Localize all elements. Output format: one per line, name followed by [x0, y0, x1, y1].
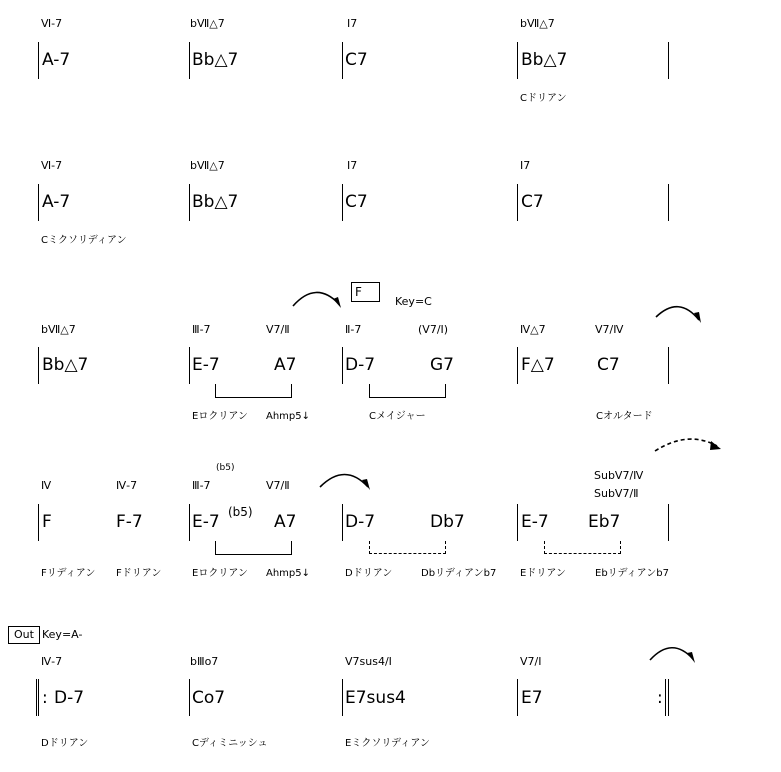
roman-numeral: Ⅴ7/Ⅳ [595, 323, 624, 336]
chord-symbol: E-7 [192, 355, 220, 375]
chord-symbol: Bb△7 [521, 50, 568, 70]
scale-label: Cメイジャー [369, 411, 426, 422]
chord-symbol: Db7 [430, 512, 465, 532]
flat-five-superscript: (b5) [228, 505, 253, 519]
repeat-end-dots: : [657, 688, 663, 708]
roman-numeral: SubⅤ7/Ⅱ [594, 487, 639, 500]
roman-numeral: Ⅰ7 [520, 159, 531, 172]
roman-numeral: Ⅳ-7 [41, 655, 63, 668]
scale-label: Eドリアン [520, 568, 566, 579]
chord-symbol: C7 [345, 50, 368, 70]
roman-numeral: Ⅱ-7 [345, 323, 362, 336]
repeat-start-dots: : [42, 688, 48, 708]
scale-label: Ebリディアンb7 [595, 568, 669, 579]
chord-symbol: F [42, 512, 52, 532]
chord-symbol: C7 [597, 355, 620, 375]
chord-symbol: A-7 [42, 192, 71, 212]
roman-numeral: Ⅴ7/Ⅱ [266, 323, 290, 336]
roman-numeral: Ⅴ7sus4/Ⅰ [345, 655, 392, 668]
roman-numeral: SubⅤ7/Ⅳ [594, 469, 644, 482]
chord-symbol: Bb△7 [192, 50, 239, 70]
roman-numeral: Ⅰ7 [347, 17, 358, 30]
scale-label: Eロクリアン [192, 568, 248, 579]
dashed-curved-arrow-icon [655, 439, 721, 451]
out-box: Out [8, 626, 40, 644]
roman-numeral: bⅦ△7 [41, 323, 76, 336]
roman-numeral: Ⅲ-7 [192, 479, 211, 492]
chord-symbol: D-7 [54, 688, 85, 708]
key-box: F [351, 282, 380, 302]
scale-label: Fリディアン [41, 568, 96, 579]
scale-label: Dドリアン [41, 738, 89, 749]
scale-label: Dドリアン [345, 568, 393, 579]
roman-numeral: (Ⅴ7/Ⅰ) [418, 323, 449, 336]
chord-symbol: C7 [521, 192, 544, 212]
roman-numeral: bⅦ△7 [190, 17, 225, 30]
chord-symbol: C7 [345, 192, 368, 212]
chord-symbol: E-7 [521, 512, 549, 532]
scale-label: Eロクリアン [192, 411, 248, 422]
roman-numeral: bⅦ△7 [190, 159, 225, 172]
roman-numeral: Ⅰ7 [347, 159, 358, 172]
chord-symbol: Bb△7 [42, 355, 89, 375]
chord-symbol: D-7 [345, 355, 376, 375]
chord-symbol: D-7 [345, 512, 376, 532]
roman-numeral: Ⅴ7/Ⅰ [520, 655, 542, 668]
chord-symbol: E7sus4 [345, 688, 406, 708]
roman-numeral: Ⅲ-7 [192, 323, 211, 336]
curved-arrow-icon [656, 307, 701, 323]
roman-numeral: Ⅳ△7 [520, 323, 546, 336]
chord-symbol: E-7 [192, 512, 220, 532]
roman-numeral: Ⅳ-7 [116, 479, 138, 492]
chord-symbol: E7 [521, 688, 543, 708]
scale-label: Cオルタード [596, 411, 653, 422]
roman-numeral: bⅦ△7 [520, 17, 555, 30]
chord-symbol: A-7 [42, 50, 71, 70]
scale-label: Cドリアン [520, 93, 567, 104]
roman-numeral: bⅢo7 [190, 655, 219, 668]
roman-numeral: Ⅵ-7 [41, 17, 63, 30]
chord-symbol: A7 [274, 512, 297, 532]
chord-symbol: Eb7 [588, 512, 621, 532]
curved-arrow-icon [650, 648, 695, 663]
roman-numeral: Ⅴ7/Ⅱ [266, 479, 290, 492]
chord-symbol: F△7 [521, 355, 555, 375]
scale-label: Dbリディアンb7 [421, 568, 497, 579]
curved-arrow-icon [320, 475, 370, 491]
scale-label: Fドリアン [116, 568, 162, 579]
roman-numeral: Ⅵ-7 [41, 159, 63, 172]
scale-label: Cミクソリディアン [41, 235, 127, 246]
chord-symbol: A7 [274, 355, 297, 375]
curved-arrow-icon [293, 292, 341, 308]
scale-label: Ahmp5↓ [266, 411, 311, 422]
flat-five-mark: (b5) [216, 463, 235, 473]
scale-label: Cディミニッシュ [192, 738, 268, 749]
chord-symbol: Co7 [192, 688, 226, 708]
key-label: Key=A- [42, 628, 83, 641]
chord-symbol: Bb△7 [192, 192, 239, 212]
key-label: Key=C [395, 295, 432, 308]
scale-label: Ahmp5↓ [266, 568, 311, 579]
chord-symbol: F-7 [116, 512, 143, 532]
scale-label: Eミクソリディアン [345, 738, 430, 749]
roman-numeral: Ⅳ [41, 479, 52, 492]
chord-symbol: G7 [430, 355, 454, 375]
